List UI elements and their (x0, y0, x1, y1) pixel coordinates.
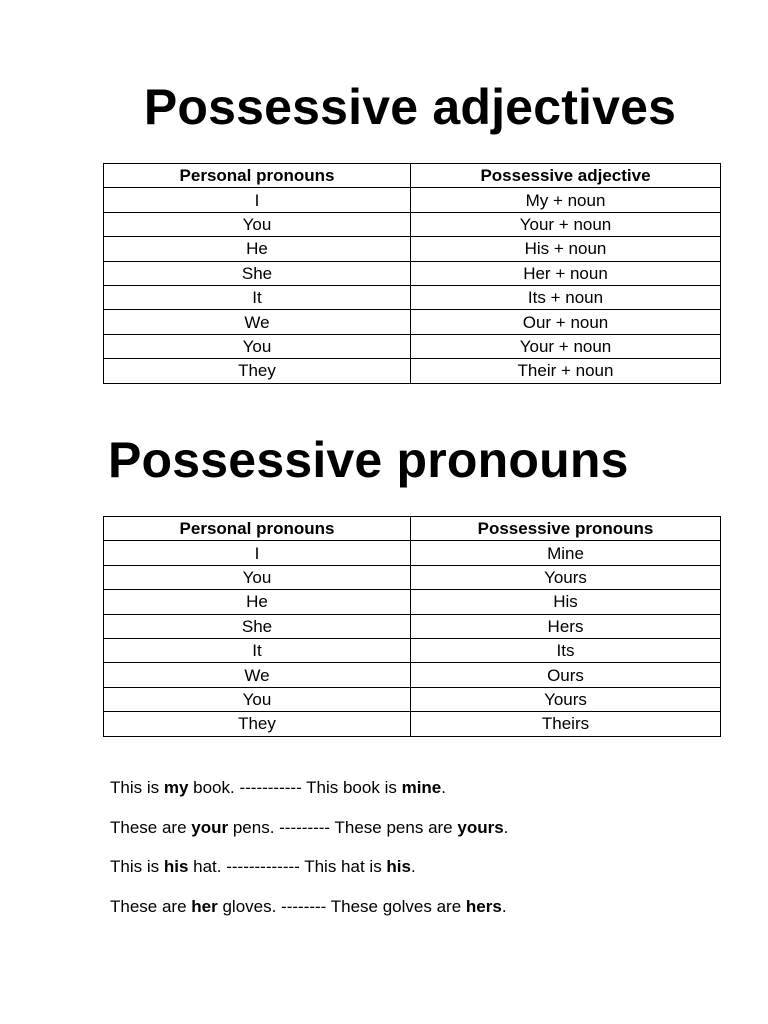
adjectives-table (103, 163, 721, 384)
table-header-row (104, 517, 721, 541)
section-title-pronouns: Possessive pronouns (108, 432, 629, 488)
section-title-adjectives: Possessive adjectives (143, 79, 677, 135)
column-header: Possessive adjective (411, 164, 721, 188)
table-row (104, 334, 721, 358)
table-row (104, 310, 721, 334)
personal-pronoun-cell: We (104, 310, 411, 334)
sentence-text: . (441, 778, 446, 797)
possessive-form-cell: Her + noun (411, 261, 721, 285)
sentence-text: . (501, 896, 507, 916)
personal-pronoun-cell: You (104, 565, 411, 589)
sentence-text: book. ----------- This book is (188, 778, 402, 797)
possessive-form-cell: Hers (411, 614, 721, 638)
highlighted-word: her (191, 896, 218, 916)
personal-pronoun-cell: He (104, 237, 411, 261)
table-row (104, 687, 721, 711)
highlighted-word: his (163, 857, 189, 876)
table-row (104, 663, 721, 687)
possessive-form-cell: Mine (411, 541, 721, 565)
pronouns-table (103, 516, 721, 737)
table-row (104, 590, 721, 614)
sentence-text: This is (110, 778, 164, 797)
personal-pronoun-cell: She (104, 261, 411, 285)
sentence-text: gloves. -------- These golves are (217, 896, 466, 916)
column-header: Possessive pronouns (411, 517, 721, 541)
example-sentence (110, 854, 508, 894)
column-header: Personal pronouns (104, 517, 411, 541)
possessive-form-cell: Your + noun (411, 212, 721, 236)
personal-pronoun-cell: It (104, 285, 411, 309)
personal-pronoun-cell: He (104, 590, 411, 614)
personal-pronoun-cell: They (104, 359, 411, 383)
highlighted-word: hers (465, 896, 502, 916)
table-row (104, 638, 721, 662)
highlighted-word: my (163, 778, 189, 797)
table-row (104, 237, 721, 261)
table-header-row (104, 164, 721, 188)
table-row (104, 212, 721, 236)
table-row (104, 188, 721, 212)
highlighted-word: mine (401, 778, 442, 797)
possessive-form-cell: Ours (411, 663, 721, 687)
highlighted-word: yours (457, 817, 504, 837)
possessive-form-cell: Your + noun (411, 334, 721, 358)
possessive-form-cell: Yours (411, 565, 721, 589)
possessive-form-cell: His (411, 590, 721, 614)
table-row (104, 261, 721, 285)
personal-pronoun-cell: I (104, 541, 411, 565)
sentence-text: . (503, 817, 509, 837)
possessive-form-cell: Its (411, 638, 721, 662)
example-sentence (110, 815, 508, 855)
example-sentence (110, 894, 508, 934)
personal-pronoun-cell: She (104, 614, 411, 638)
possessive-form-cell: Theirs (411, 712, 721, 736)
possessive-form-cell: Their + noun (411, 359, 721, 383)
column-header: Personal pronouns (104, 164, 411, 188)
personal-pronoun-cell: I (104, 188, 411, 212)
personal-pronoun-cell: You (104, 334, 411, 358)
possessive-form-cell: Yours (411, 687, 721, 711)
example-sentences (110, 775, 508, 933)
possessive-form-cell: Our + noun (411, 310, 721, 334)
table-row (104, 614, 721, 638)
possessive-form-cell: Its + noun (411, 285, 721, 309)
personal-pronoun-cell: They (104, 712, 411, 736)
possessive-form-cell: My + noun (411, 188, 721, 212)
sentence-text: This is (110, 857, 164, 876)
table-row (104, 541, 721, 565)
sentence-text: These are (110, 896, 192, 916)
sentence-text: These are (110, 817, 192, 837)
sentence-text: pens. --------- These pens are (228, 817, 458, 837)
personal-pronoun-cell: You (104, 687, 411, 711)
personal-pronoun-cell: It (104, 638, 411, 662)
table-row (104, 285, 721, 309)
highlighted-word: your (191, 817, 229, 837)
personal-pronoun-cell: You (104, 212, 411, 236)
table-row (104, 565, 721, 589)
example-sentence (110, 775, 508, 815)
sentence-text: . (410, 857, 416, 876)
personal-pronoun-cell: We (104, 663, 411, 687)
possessive-form-cell: His + noun (411, 237, 721, 261)
table-row (104, 712, 721, 736)
sentence-text: hat. ------------- This hat is (188, 857, 387, 876)
highlighted-word: his (386, 857, 411, 876)
table-row (104, 359, 721, 383)
